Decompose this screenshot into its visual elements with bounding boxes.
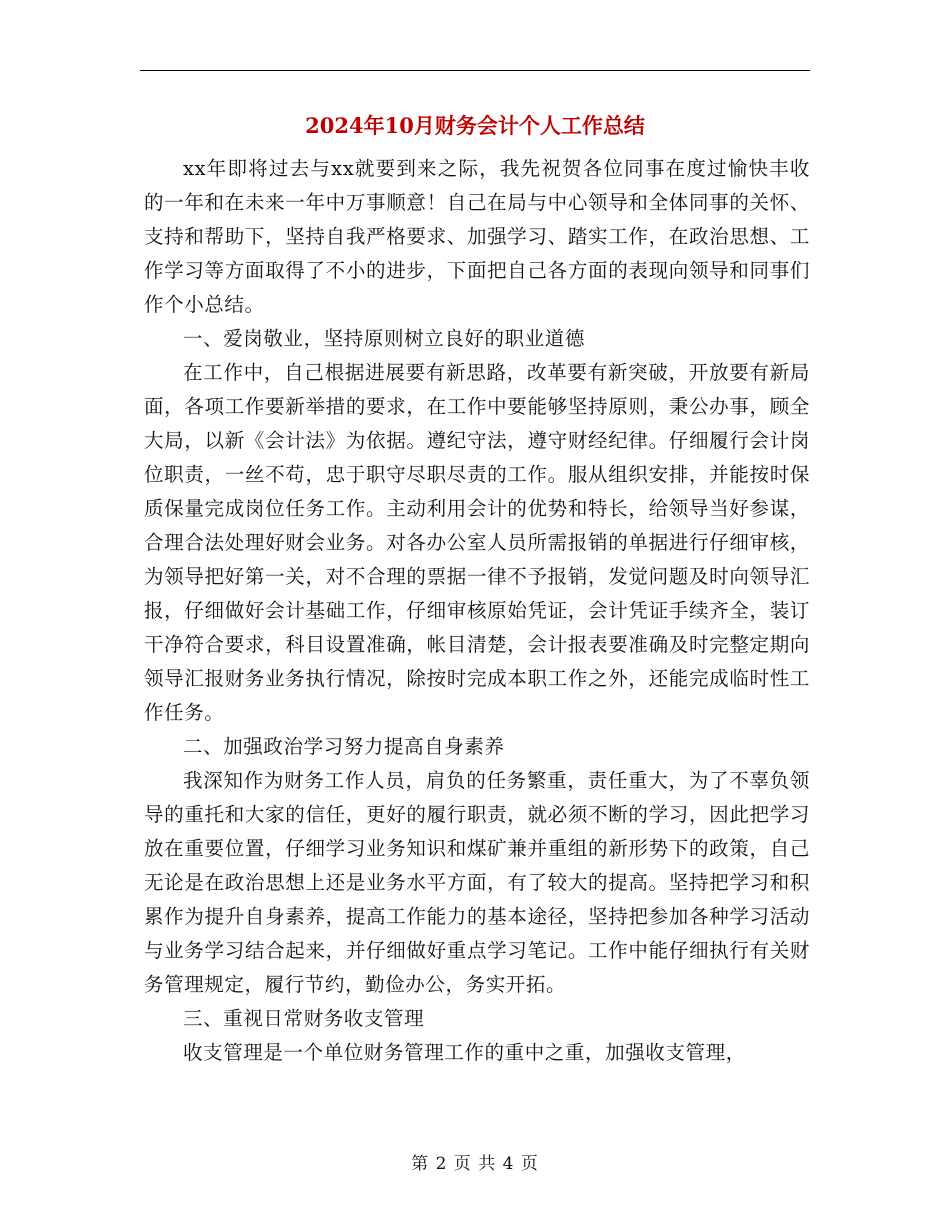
section-3-paragraph: 收支管理是一个单位财务管理工作的重中之重，加强收支管理， [183,1041,746,1064]
intro-paragraph: xx年即将过去与xx就要到来之际，我先祝贺各位同事在度过愉快丰收的一年和在未来一年中万事顺意！自己在局与中心领导和全体同事的关怀、支持和帮助下，坚持自我严格要求、加强学习、踏实工作，在政治思想、工作学习等方面取得了不小的进步，下面把自己各方面的表现向领导和同事们作个小总结。 [144,157,810,316]
section-2-paragraph: 我深知作为财务工作人员，肩负的任务繁重，责任重大，为了不辜负领导的重托和大家的信任，更好的履行职责，就必须不断的学习，因此把学习放在重要位置，仔细学习业务知识和煤矿兼并重组的新形势下的政策，自己无论是在政治思想上还是业务水平方面，有了较大的提高。坚持把学习和积累作为提升自身素养，提高工作能力的基本途径，坚持把参加各种学习活动与业务学习结合起来，并仔细做好重点学习笔记。工作中能仔细执行有关财务管理规定，履行节约，勤俭办公，务实开拓。 [144,769,810,996]
document-body [144,152,810,1070]
section-heading-1: 一、爱岗敬业，坚持原则树立良好的职业道德 [183,327,586,350]
section-1-paragraph: 在工作中，自己根据进展要有新思路，改革要有新突破，开放要有新局面，各项工作要新举措的要求，在工作中要能够坚持原则，秉公办事，顾全大局，以新《会计法》为依据。遵纪守法，遵守财经纪律。仔细履行会计岗位职责，一丝不苟，忠于职守尽职尽责的工作。服从组织安排，并能按时保质保量完成岗位任务工作。主动利用会计的优势和特长，给领导当好参谋，合理合法处理好财会业务。对各办公室人员所需报销的单据进行仔细审核，为领导把好第一关，对不合理的票据一律不予报销，发觉问题及时向领导汇报，仔细做好会计基础工作，仔细审核原始凭证，会计凭证手续齐全，装订干净符合要求，科目设置准确，帐目清楚，会计报表要准确及时完整定期向领导汇报财务业务执行情况，除按时完成本职工作之外，还能完成临时性工作任务。 [144,361,810,724]
header-rule [140,70,810,71]
section-heading-3: 三、重视日常财务收支管理 [183,1007,425,1030]
section-heading-2: 二、加强政治学习努力提高自身素养 [183,735,505,758]
page-number-footer: 第 2 页 共 4 页 [411,1154,539,1174]
document-title: 2024年10月财务会计个人工作总结 [305,113,645,138]
